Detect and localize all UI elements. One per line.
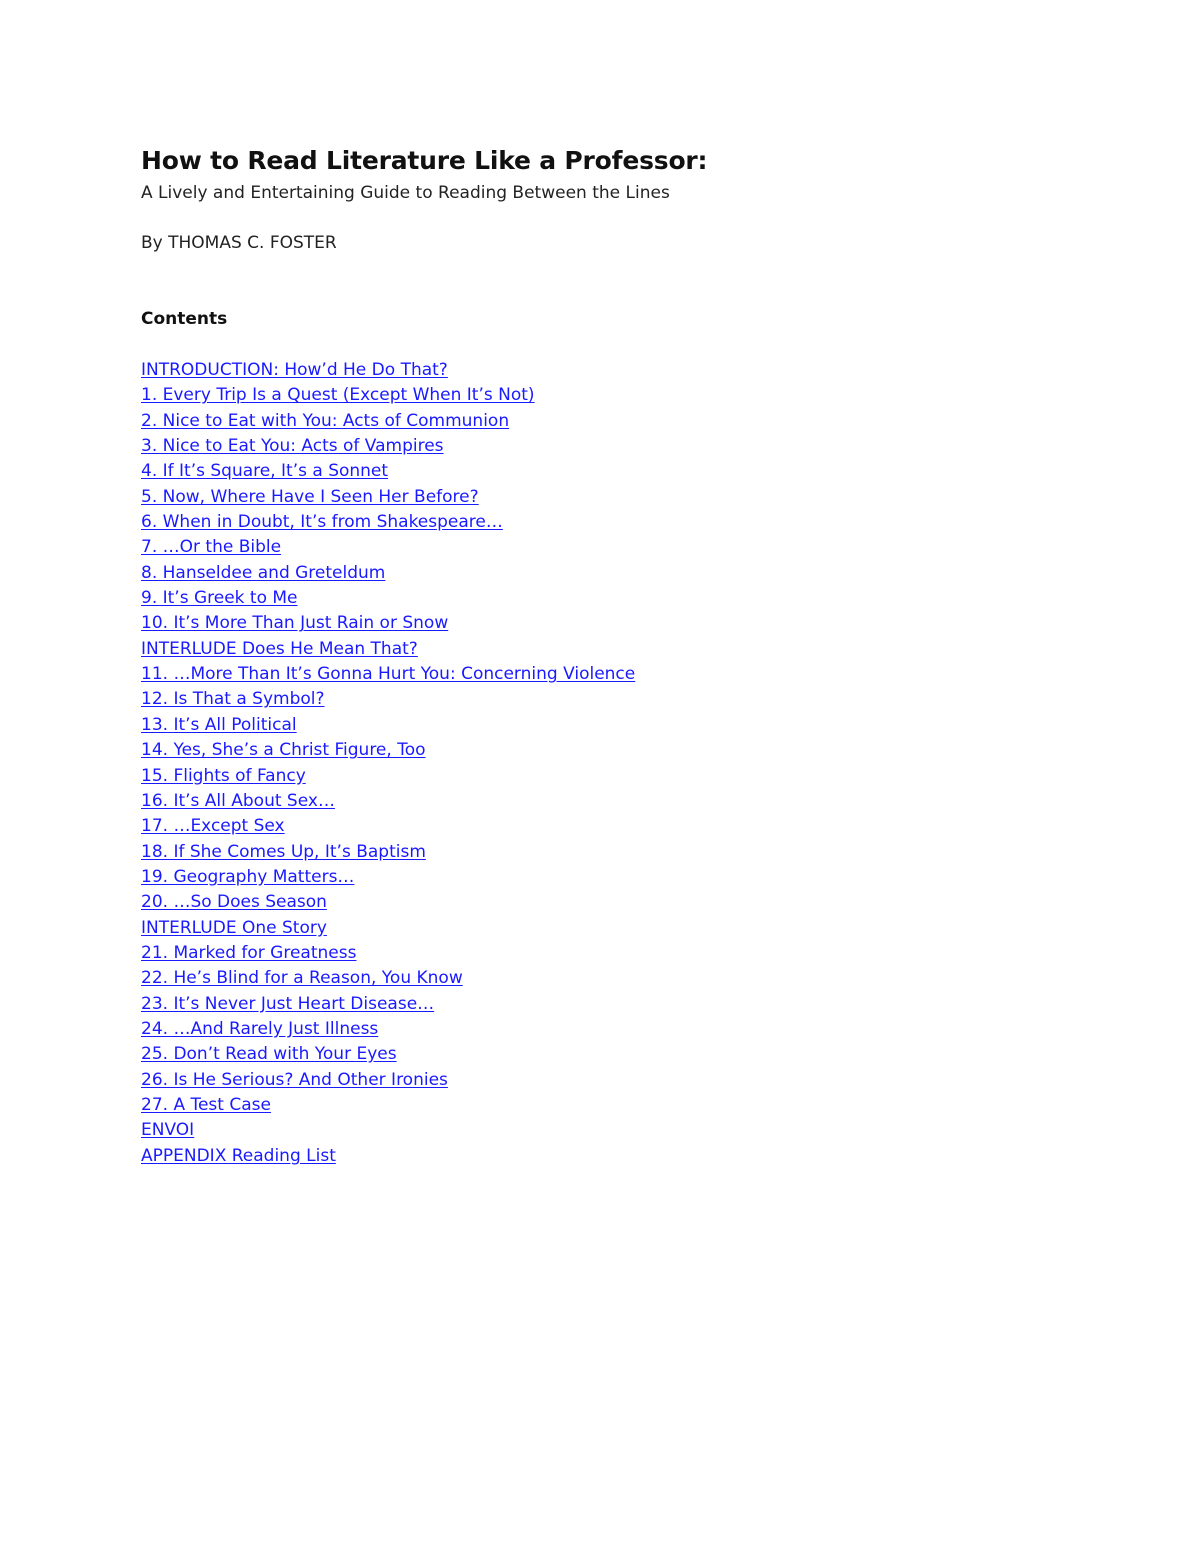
toc-link[interactable]: 6. When in Doubt, It’s from Shakespeare…: [141, 512, 503, 533]
toc-item: [141, 662, 1141, 687]
book-title: How to Read Literature Like a Professor:: [141, 146, 708, 175]
toc-link[interactable]: 2. Nice to Eat with You: Acts of Communion: [141, 410, 510, 431]
toc-item: [141, 510, 1141, 535]
toc-item: [141, 738, 1141, 763]
toc-link[interactable]: 22. He’s Blind for a Reason, You Know: [141, 968, 463, 989]
toc-link[interactable]: 23. It’s Never Just Heart Disease…: [141, 993, 435, 1014]
toc-link[interactable]: 20. …So Does Season: [141, 892, 327, 913]
toc-item: [141, 434, 1141, 459]
toc-item: [141, 941, 1141, 966]
toc-link[interactable]: ENVOI: [141, 1120, 195, 1141]
toc-item: [141, 485, 1141, 510]
toc-item: [141, 409, 1141, 434]
toc-item: [141, 916, 1141, 941]
toc-item: [141, 586, 1141, 611]
toc-link[interactable]: INTRODUCTION: How’d He Do That?: [141, 360, 448, 380]
toc-item: [141, 687, 1141, 712]
toc-link[interactable]: 10. It’s More Than Just Rain or Snow: [141, 613, 449, 634]
toc-link[interactable]: APPENDIX Reading List: [141, 1145, 336, 1166]
toc-item: [141, 1118, 1141, 1143]
toc-item: [141, 637, 1141, 662]
toc-link[interactable]: 21. Marked for Greatness: [141, 942, 357, 963]
toc-link[interactable]: 11. …More Than It’s Gonna Hurt You: Concerning Violence: [141, 664, 636, 685]
toc-link[interactable]: 7. …Or the Bible: [141, 537, 282, 558]
toc-link[interactable]: 12. Is That a Symbol?: [141, 689, 325, 710]
toc-item: [141, 966, 1141, 991]
toc-item: [141, 764, 1141, 789]
toc-link[interactable]: 15. Flights of Fancy: [141, 765, 306, 786]
toc-item: [141, 611, 1141, 636]
toc-link[interactable]: 5. Now, Where Have I Seen Her Before?: [141, 486, 479, 507]
book-subtitle: A Lively and Entertaining Guide to Reading Between the Lines: [141, 183, 670, 203]
contents-heading: Contents: [141, 309, 228, 329]
toc-item: [141, 1042, 1141, 1067]
toc-link[interactable]: 27. A Test Case: [141, 1094, 271, 1115]
toc-item: [141, 358, 1141, 383]
toc-item: [141, 535, 1141, 560]
toc-link[interactable]: 1. Every Trip Is a Quest (Except When It’s Not): [141, 385, 535, 406]
toc-item: [141, 814, 1141, 839]
toc-item: [141, 1017, 1141, 1042]
toc-link[interactable]: 14. Yes, She’s a Christ Figure, Too: [141, 740, 426, 761]
toc-link[interactable]: 24. …And Rarely Just Illness: [141, 1018, 379, 1039]
toc-item: [141, 383, 1141, 408]
toc-link[interactable]: 9. It’s Greek to Me: [141, 588, 298, 609]
toc-item: [141, 789, 1141, 814]
toc-link[interactable]: INTERLUDE One Story: [141, 917, 327, 938]
toc-item: [141, 890, 1141, 915]
toc-item: [141, 840, 1141, 865]
document-page: [141, 143, 1141, 1169]
toc-link[interactable]: 19. Geography Matters…: [141, 866, 355, 887]
toc-link[interactable]: 4. If It’s Square, It’s a Sonnet: [141, 461, 389, 482]
toc-item: [141, 865, 1141, 890]
toc-link[interactable]: 25. Don’t Read with Your Eyes: [141, 1044, 397, 1065]
toc-link[interactable]: 16. It’s All About Sex…: [141, 790, 335, 811]
toc-item: [141, 459, 1141, 484]
toc-item: [141, 1144, 1141, 1169]
toc-link[interactable]: 18. If She Comes Up, It’s Baptism: [141, 841, 426, 862]
toc-link[interactable]: 8. Hanseldee and Greteldum: [141, 562, 386, 583]
toc-link[interactable]: 17. …Except Sex: [141, 816, 285, 837]
toc-item: [141, 713, 1141, 738]
toc-item: [141, 1093, 1141, 1118]
toc-link[interactable]: INTERLUDE Does He Mean That?: [141, 638, 418, 659]
toc-item: [141, 1068, 1141, 1093]
toc-link[interactable]: 3. Nice to Eat You: Acts of Vampires: [141, 436, 444, 457]
toc-link[interactable]: 13. It’s All Political: [141, 714, 297, 735]
toc-item: [141, 992, 1141, 1017]
book-author: By THOMAS C. FOSTER: [141, 233, 337, 253]
toc-link[interactable]: 26. Is He Serious? And Other Ironies: [141, 1069, 448, 1090]
table-of-contents: [141, 358, 1141, 1169]
toc-item: [141, 561, 1141, 586]
